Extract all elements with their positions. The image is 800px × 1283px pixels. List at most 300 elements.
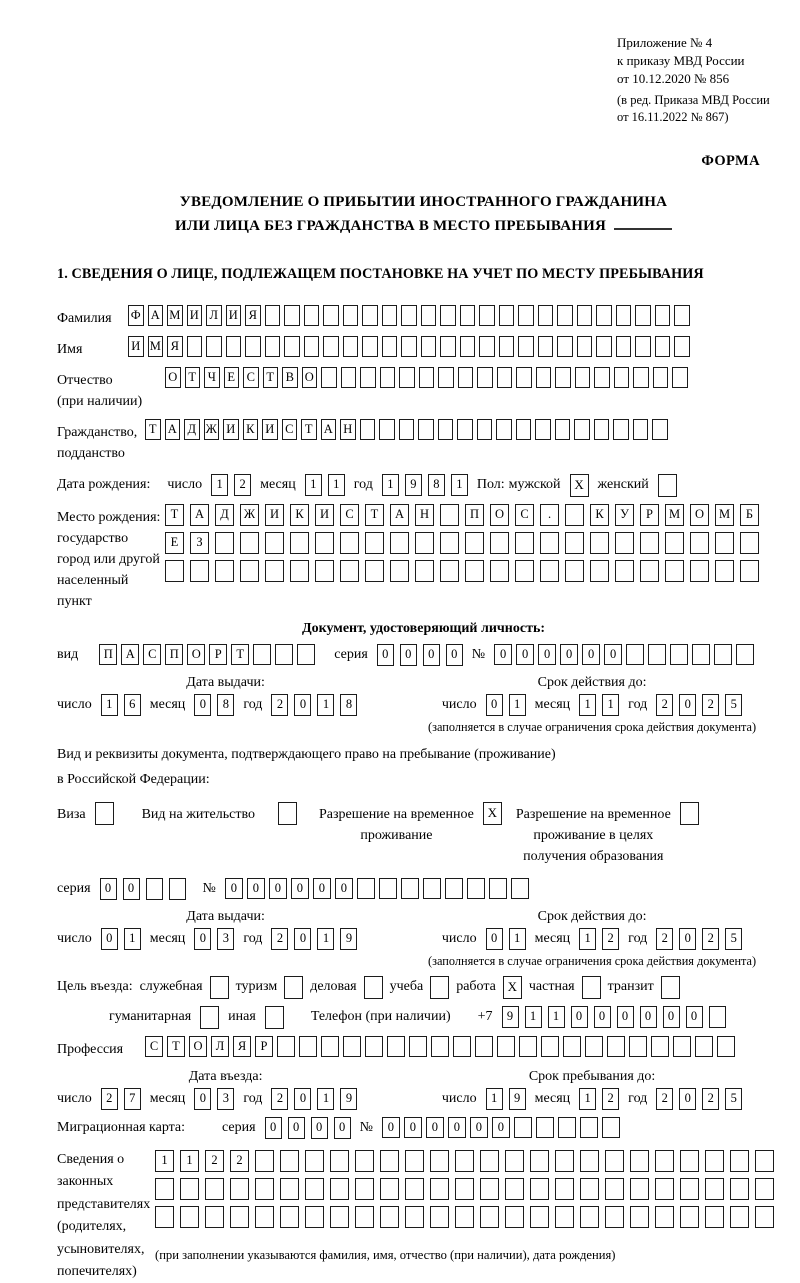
char-cell[interactable] bbox=[305, 1206, 324, 1228]
char-cell[interactable]: 0 bbox=[382, 1117, 400, 1138]
char-cell[interactable]: 9 bbox=[405, 474, 422, 496]
residence-issue-year-cells[interactable] bbox=[271, 928, 357, 950]
char-cell[interactable] bbox=[355, 1206, 374, 1228]
char-cell[interactable]: 0 bbox=[377, 644, 394, 666]
char-cell[interactable]: 1 bbox=[382, 474, 399, 496]
char-cell[interactable]: Т bbox=[301, 419, 317, 440]
char-cell[interactable]: 5 bbox=[725, 928, 742, 950]
char-cell[interactable] bbox=[421, 305, 437, 326]
char-cell[interactable]: 0 bbox=[571, 1006, 588, 1028]
char-cell[interactable]: 8 bbox=[428, 474, 445, 496]
char-cell[interactable] bbox=[755, 1150, 774, 1172]
char-cell[interactable]: 0 bbox=[294, 1088, 311, 1110]
char-cell[interactable] bbox=[655, 1178, 674, 1200]
char-cell[interactable] bbox=[577, 336, 593, 357]
char-cell[interactable]: И bbox=[223, 419, 239, 440]
char-cell[interactable] bbox=[340, 532, 359, 554]
char-cell[interactable] bbox=[640, 560, 659, 582]
char-cell[interactable]: К bbox=[590, 504, 609, 526]
char-cell[interactable] bbox=[465, 532, 484, 554]
char-cell[interactable] bbox=[518, 336, 534, 357]
char-cell[interactable]: С bbox=[143, 644, 161, 665]
char-cell[interactable]: О bbox=[189, 1036, 207, 1057]
char-cell[interactable] bbox=[255, 1150, 274, 1172]
char-cell[interactable] bbox=[538, 336, 554, 357]
char-cell[interactable]: 1 bbox=[155, 1150, 174, 1172]
patronymic-cells[interactable] bbox=[165, 367, 688, 388]
char-cell[interactable] bbox=[379, 419, 395, 440]
migration-card-number-cells[interactable] bbox=[382, 1117, 620, 1138]
char-cell[interactable] bbox=[590, 532, 609, 554]
char-cell[interactable] bbox=[557, 305, 573, 326]
purpose-tourism-checkbox[interactable] bbox=[284, 976, 303, 999]
char-cell[interactable]: 2 bbox=[602, 928, 619, 950]
char-cell[interactable]: М bbox=[148, 336, 164, 357]
char-cell[interactable] bbox=[380, 1178, 399, 1200]
char-cell[interactable]: 0 bbox=[194, 1088, 211, 1110]
char-cell[interactable] bbox=[365, 532, 384, 554]
purpose-official-checkbox[interactable] bbox=[210, 976, 229, 999]
char-cell[interactable]: 0 bbox=[313, 878, 331, 899]
char-cell[interactable]: 8 bbox=[217, 694, 234, 716]
char-cell[interactable] bbox=[499, 305, 515, 326]
residence-issue-month-cells[interactable] bbox=[194, 928, 234, 950]
char-cell[interactable] bbox=[670, 644, 688, 665]
char-cell[interactable]: 2 bbox=[271, 928, 288, 950]
char-cell[interactable]: 0 bbox=[400, 644, 417, 666]
char-cell[interactable]: 2 bbox=[702, 1088, 719, 1110]
char-cell[interactable] bbox=[265, 1006, 284, 1029]
char-cell[interactable] bbox=[364, 976, 383, 999]
residence-issue-day-cells[interactable] bbox=[101, 928, 141, 950]
stay-month-cells[interactable] bbox=[579, 1088, 619, 1110]
char-cell[interactable]: А bbox=[148, 305, 164, 326]
char-cell[interactable] bbox=[340, 560, 359, 582]
char-cell[interactable]: . bbox=[540, 504, 559, 526]
char-cell[interactable] bbox=[321, 1036, 339, 1057]
char-cell[interactable] bbox=[315, 532, 334, 554]
char-cell[interactable]: Т bbox=[145, 419, 161, 440]
char-cell[interactable]: 9 bbox=[340, 1088, 357, 1110]
char-cell[interactable] bbox=[709, 1006, 726, 1028]
char-cell[interactable] bbox=[536, 367, 552, 388]
char-cell[interactable]: 0 bbox=[311, 1117, 328, 1139]
char-cell[interactable]: А bbox=[190, 504, 209, 526]
char-cell[interactable] bbox=[565, 532, 584, 554]
char-cell[interactable] bbox=[490, 560, 509, 582]
char-cell[interactable]: М bbox=[715, 504, 734, 526]
char-cell[interactable] bbox=[655, 305, 671, 326]
char-cell[interactable]: 0 bbox=[334, 1117, 351, 1139]
char-cell[interactable]: 2 bbox=[656, 694, 673, 716]
char-cell[interactable] bbox=[230, 1178, 249, 1200]
char-cell[interactable] bbox=[596, 336, 612, 357]
char-cell[interactable]: И bbox=[187, 305, 203, 326]
char-cell[interactable] bbox=[215, 532, 234, 554]
char-cell[interactable] bbox=[280, 1150, 299, 1172]
birth-month-cells[interactable] bbox=[305, 474, 345, 496]
char-cell[interactable] bbox=[555, 367, 571, 388]
char-cell[interactable] bbox=[401, 305, 417, 326]
char-cell[interactable] bbox=[577, 305, 593, 326]
char-cell[interactable] bbox=[255, 1178, 274, 1200]
char-cell[interactable]: С bbox=[145, 1036, 163, 1057]
char-cell[interactable] bbox=[362, 305, 378, 326]
surname-cells[interactable] bbox=[128, 305, 690, 326]
char-cell[interactable] bbox=[453, 1036, 471, 1057]
doc-issue-month-cells[interactable] bbox=[194, 694, 234, 716]
char-cell[interactable]: 0 bbox=[494, 644, 512, 665]
char-cell[interactable]: 5 bbox=[725, 1088, 742, 1110]
char-cell[interactable] bbox=[357, 878, 375, 899]
birth-day-cells[interactable] bbox=[211, 474, 251, 496]
char-cell[interactable] bbox=[405, 1150, 424, 1172]
char-cell[interactable] bbox=[360, 367, 376, 388]
char-cell[interactable] bbox=[155, 1178, 174, 1200]
char-cell[interactable] bbox=[674, 336, 690, 357]
char-cell[interactable]: 0 bbox=[335, 878, 353, 899]
char-cell[interactable] bbox=[605, 1206, 624, 1228]
char-cell[interactable]: 0 bbox=[538, 644, 556, 665]
char-cell[interactable]: Е bbox=[224, 367, 240, 388]
char-cell[interactable] bbox=[362, 336, 378, 357]
char-cell[interactable] bbox=[155, 1206, 174, 1228]
char-cell[interactable] bbox=[755, 1178, 774, 1200]
char-cell[interactable]: 0 bbox=[486, 694, 503, 716]
purpose-business-checkbox[interactable] bbox=[364, 976, 383, 999]
char-cell[interactable] bbox=[284, 336, 300, 357]
char-cell[interactable]: Д bbox=[215, 504, 234, 526]
option-temp-residence-education-checkbox[interactable] bbox=[680, 802, 699, 825]
char-cell[interactable] bbox=[479, 305, 495, 326]
doc-valid-year-cells[interactable] bbox=[656, 694, 742, 716]
char-cell[interactable] bbox=[541, 1036, 559, 1057]
purpose-transit-checkbox[interactable] bbox=[661, 976, 680, 999]
char-cell[interactable] bbox=[665, 560, 684, 582]
char-cell[interactable]: Т bbox=[263, 367, 279, 388]
char-cell[interactable] bbox=[215, 560, 234, 582]
char-cell[interactable]: 1 bbox=[317, 1088, 334, 1110]
char-cell[interactable] bbox=[730, 1150, 749, 1172]
char-cell[interactable]: 3 bbox=[217, 1088, 234, 1110]
residence-valid-month-cells[interactable] bbox=[579, 928, 619, 950]
char-cell[interactable]: П bbox=[465, 504, 484, 526]
char-cell[interactable]: 0 bbox=[194, 694, 211, 716]
char-cell[interactable] bbox=[240, 560, 259, 582]
char-cell[interactable]: Л bbox=[211, 1036, 229, 1057]
char-cell[interactable] bbox=[365, 1036, 383, 1057]
char-cell[interactable] bbox=[284, 305, 300, 326]
char-cell[interactable]: П bbox=[165, 644, 183, 665]
representatives-cells-row2[interactable] bbox=[155, 1178, 774, 1200]
char-cell[interactable] bbox=[180, 1206, 199, 1228]
char-cell[interactable] bbox=[95, 802, 114, 825]
char-cell[interactable]: И bbox=[226, 305, 242, 326]
char-cell[interactable] bbox=[555, 1206, 574, 1228]
char-cell[interactable]: 9 bbox=[340, 928, 357, 950]
char-cell[interactable] bbox=[458, 367, 474, 388]
profession-cells[interactable] bbox=[145, 1036, 735, 1057]
char-cell[interactable]: О bbox=[165, 367, 181, 388]
char-cell[interactable] bbox=[290, 532, 309, 554]
birth-place-cells-row3[interactable] bbox=[165, 560, 759, 582]
char-cell[interactable] bbox=[616, 336, 632, 357]
char-cell[interactable]: 0 bbox=[617, 1006, 634, 1028]
char-cell[interactable] bbox=[680, 802, 699, 825]
option-visa-checkbox[interactable] bbox=[95, 802, 114, 825]
char-cell[interactable] bbox=[515, 532, 534, 554]
char-cell[interactable] bbox=[615, 532, 634, 554]
char-cell[interactable] bbox=[555, 1150, 574, 1172]
char-cell[interactable] bbox=[580, 1150, 599, 1172]
birth-place-cells-row2[interactable] bbox=[165, 532, 759, 554]
char-cell[interactable]: 0 bbox=[446, 644, 463, 666]
char-cell[interactable] bbox=[740, 532, 759, 554]
char-cell[interactable] bbox=[480, 1178, 499, 1200]
char-cell[interactable] bbox=[430, 1206, 449, 1228]
char-cell[interactable] bbox=[277, 1036, 295, 1057]
char-cell[interactable] bbox=[690, 532, 709, 554]
char-cell[interactable]: И bbox=[262, 419, 278, 440]
char-cell[interactable] bbox=[616, 305, 632, 326]
char-cell[interactable]: 0 bbox=[448, 1117, 466, 1138]
char-cell[interactable] bbox=[715, 532, 734, 554]
char-cell[interactable]: 0 bbox=[269, 878, 287, 899]
char-cell[interactable] bbox=[379, 878, 397, 899]
char-cell[interactable]: У bbox=[615, 504, 634, 526]
char-cell[interactable]: Я bbox=[167, 336, 183, 357]
char-cell[interactable] bbox=[297, 644, 315, 665]
char-cell[interactable]: 0 bbox=[486, 928, 503, 950]
char-cell[interactable] bbox=[440, 305, 456, 326]
char-cell[interactable]: 2 bbox=[656, 1088, 673, 1110]
char-cell[interactable] bbox=[226, 336, 242, 357]
char-cell[interactable] bbox=[380, 1150, 399, 1172]
char-cell[interactable] bbox=[730, 1206, 749, 1228]
char-cell[interactable] bbox=[496, 419, 512, 440]
char-cell[interactable]: 0 bbox=[404, 1117, 422, 1138]
char-cell[interactable] bbox=[290, 560, 309, 582]
char-cell[interactable] bbox=[409, 1036, 427, 1057]
char-cell[interactable]: 3 bbox=[217, 928, 234, 950]
char-cell[interactable] bbox=[382, 336, 398, 357]
char-cell[interactable]: Р bbox=[209, 644, 227, 665]
char-cell[interactable] bbox=[401, 878, 419, 899]
char-cell[interactable]: Р bbox=[640, 504, 659, 526]
char-cell[interactable] bbox=[499, 336, 515, 357]
char-cell[interactable] bbox=[206, 336, 222, 357]
char-cell[interactable] bbox=[580, 1206, 599, 1228]
char-cell[interactable]: Ж bbox=[240, 504, 259, 526]
char-cell[interactable]: 5 bbox=[725, 694, 742, 716]
char-cell[interactable] bbox=[565, 504, 584, 526]
char-cell[interactable] bbox=[715, 560, 734, 582]
char-cell[interactable] bbox=[594, 419, 610, 440]
char-cell[interactable]: 2 bbox=[702, 694, 719, 716]
char-cell[interactable] bbox=[278, 802, 297, 825]
char-cell[interactable]: 2 bbox=[230, 1150, 249, 1172]
purpose-work-checkbox[interactable] bbox=[503, 976, 522, 999]
char-cell[interactable] bbox=[343, 1036, 361, 1057]
char-cell[interactable] bbox=[365, 560, 384, 582]
char-cell[interactable] bbox=[467, 878, 485, 899]
char-cell[interactable] bbox=[240, 532, 259, 554]
char-cell[interactable] bbox=[438, 367, 454, 388]
char-cell[interactable]: 2 bbox=[271, 1088, 288, 1110]
char-cell[interactable]: 0 bbox=[100, 878, 117, 900]
char-cell[interactable] bbox=[430, 1178, 449, 1200]
char-cell[interactable]: 0 bbox=[225, 878, 243, 899]
char-cell[interactable] bbox=[557, 336, 573, 357]
entry-day-cells[interactable] bbox=[101, 1088, 141, 1110]
char-cell[interactable] bbox=[421, 336, 437, 357]
char-cell[interactable] bbox=[387, 1036, 405, 1057]
char-cell[interactable] bbox=[530, 1150, 549, 1172]
char-cell[interactable] bbox=[665, 532, 684, 554]
char-cell[interactable]: 2 bbox=[602, 1088, 619, 1110]
char-cell[interactable]: 0 bbox=[247, 878, 265, 899]
char-cell[interactable] bbox=[515, 560, 534, 582]
migration-card-series-cells[interactable] bbox=[265, 1117, 351, 1139]
char-cell[interactable] bbox=[680, 1178, 699, 1200]
char-cell[interactable]: 0 bbox=[679, 1088, 696, 1110]
char-cell[interactable] bbox=[275, 644, 293, 665]
char-cell[interactable] bbox=[626, 644, 644, 665]
char-cell[interactable] bbox=[705, 1150, 724, 1172]
char-cell[interactable] bbox=[399, 419, 415, 440]
char-cell[interactable] bbox=[440, 336, 456, 357]
char-cell[interactable] bbox=[655, 1206, 674, 1228]
char-cell[interactable]: 1 bbox=[579, 928, 596, 950]
sex-male-checkbox[interactable] bbox=[570, 474, 589, 497]
char-cell[interactable] bbox=[304, 305, 320, 326]
char-cell[interactable] bbox=[651, 1036, 669, 1057]
char-cell[interactable] bbox=[536, 1117, 554, 1138]
purpose-private-checkbox[interactable] bbox=[582, 976, 601, 999]
char-cell[interactable]: 1 bbox=[211, 474, 228, 496]
char-cell[interactable] bbox=[438, 419, 454, 440]
char-cell[interactable] bbox=[280, 1206, 299, 1228]
char-cell[interactable] bbox=[390, 532, 409, 554]
char-cell[interactable]: 0 bbox=[101, 928, 118, 950]
residence-valid-year-cells[interactable] bbox=[656, 928, 742, 950]
char-cell[interactable] bbox=[516, 419, 532, 440]
char-cell[interactable] bbox=[605, 1178, 624, 1200]
char-cell[interactable]: 0 bbox=[265, 1117, 282, 1139]
char-cell[interactable]: В bbox=[282, 367, 298, 388]
char-cell[interactable]: 1 bbox=[579, 1088, 596, 1110]
char-cell[interactable] bbox=[490, 532, 509, 554]
char-cell[interactable]: А bbox=[121, 644, 139, 665]
char-cell[interactable] bbox=[695, 1036, 713, 1057]
char-cell[interactable]: Б bbox=[740, 504, 759, 526]
char-cell[interactable] bbox=[245, 336, 261, 357]
char-cell[interactable] bbox=[255, 1206, 274, 1228]
char-cell[interactable] bbox=[200, 1006, 219, 1029]
char-cell[interactable]: 0 bbox=[123, 878, 140, 900]
char-cell[interactable] bbox=[146, 878, 163, 900]
citizenship-cells[interactable] bbox=[145, 419, 668, 440]
char-cell[interactable] bbox=[477, 367, 493, 388]
purpose-humanitarian-checkbox[interactable] bbox=[200, 1006, 219, 1029]
char-cell[interactable]: Т bbox=[231, 644, 249, 665]
char-cell[interactable]: И bbox=[265, 504, 284, 526]
char-cell[interactable] bbox=[580, 1178, 599, 1200]
doc-type-cells[interactable] bbox=[99, 644, 315, 665]
char-cell[interactable]: О bbox=[302, 367, 318, 388]
char-cell[interactable]: 1 bbox=[317, 694, 334, 716]
char-cell[interactable] bbox=[594, 367, 610, 388]
char-cell[interactable]: 0 bbox=[492, 1117, 510, 1138]
char-cell[interactable] bbox=[497, 1036, 515, 1057]
char-cell[interactable] bbox=[415, 560, 434, 582]
char-cell[interactable]: 0 bbox=[294, 928, 311, 950]
char-cell[interactable]: С bbox=[340, 504, 359, 526]
char-cell[interactable] bbox=[505, 1178, 524, 1200]
char-cell[interactable] bbox=[574, 419, 590, 440]
char-cell[interactable] bbox=[280, 1178, 299, 1200]
char-cell[interactable] bbox=[740, 560, 759, 582]
char-cell[interactable] bbox=[253, 644, 271, 665]
char-cell[interactable]: 2 bbox=[271, 694, 288, 716]
char-cell[interactable] bbox=[455, 1178, 474, 1200]
char-cell[interactable]: Т bbox=[365, 504, 384, 526]
char-cell[interactable]: Ч bbox=[204, 367, 220, 388]
char-cell[interactable] bbox=[455, 1150, 474, 1172]
char-cell[interactable] bbox=[653, 367, 669, 388]
char-cell[interactable] bbox=[505, 1206, 524, 1228]
char-cell[interactable]: 0 bbox=[288, 1117, 305, 1139]
char-cell[interactable]: 6 bbox=[124, 694, 141, 716]
char-cell[interactable] bbox=[321, 367, 337, 388]
doc-issue-year-cells[interactable] bbox=[271, 694, 357, 716]
char-cell[interactable]: И bbox=[315, 504, 334, 526]
char-cell[interactable] bbox=[460, 305, 476, 326]
char-cell[interactable] bbox=[582, 976, 601, 999]
char-cell[interactable] bbox=[652, 419, 668, 440]
char-cell[interactable] bbox=[360, 419, 376, 440]
char-cell[interactable] bbox=[615, 560, 634, 582]
char-cell[interactable] bbox=[585, 1036, 603, 1057]
char-cell[interactable] bbox=[635, 336, 651, 357]
char-cell[interactable] bbox=[330, 1150, 349, 1172]
char-cell[interactable]: 1 bbox=[317, 928, 334, 950]
char-cell[interactable] bbox=[563, 1036, 581, 1057]
char-cell[interactable]: 2 bbox=[205, 1150, 224, 1172]
char-cell[interactable]: 1 bbox=[124, 928, 141, 950]
entry-month-cells[interactable] bbox=[194, 1088, 234, 1110]
char-cell[interactable]: П bbox=[99, 644, 117, 665]
char-cell[interactable] bbox=[455, 1206, 474, 1228]
char-cell[interactable]: Л bbox=[206, 305, 222, 326]
char-cell[interactable]: 0 bbox=[582, 644, 600, 665]
char-cell[interactable]: 1 bbox=[328, 474, 345, 496]
char-cell[interactable] bbox=[265, 532, 284, 554]
char-cell[interactable] bbox=[180, 1178, 199, 1200]
char-cell[interactable] bbox=[755, 1206, 774, 1228]
char-cell[interactable]: 0 bbox=[679, 928, 696, 950]
char-cell[interactable]: А bbox=[321, 419, 337, 440]
char-cell[interactable]: 1 bbox=[509, 694, 526, 716]
char-cell[interactable] bbox=[399, 367, 415, 388]
char-cell[interactable] bbox=[341, 367, 357, 388]
stay-day-cells[interactable] bbox=[486, 1088, 526, 1110]
char-cell[interactable]: 1 bbox=[451, 474, 468, 496]
char-cell[interactable] bbox=[323, 305, 339, 326]
char-cell[interactable] bbox=[736, 644, 754, 665]
char-cell[interactable] bbox=[655, 1150, 674, 1172]
char-cell[interactable]: Т bbox=[165, 504, 184, 526]
